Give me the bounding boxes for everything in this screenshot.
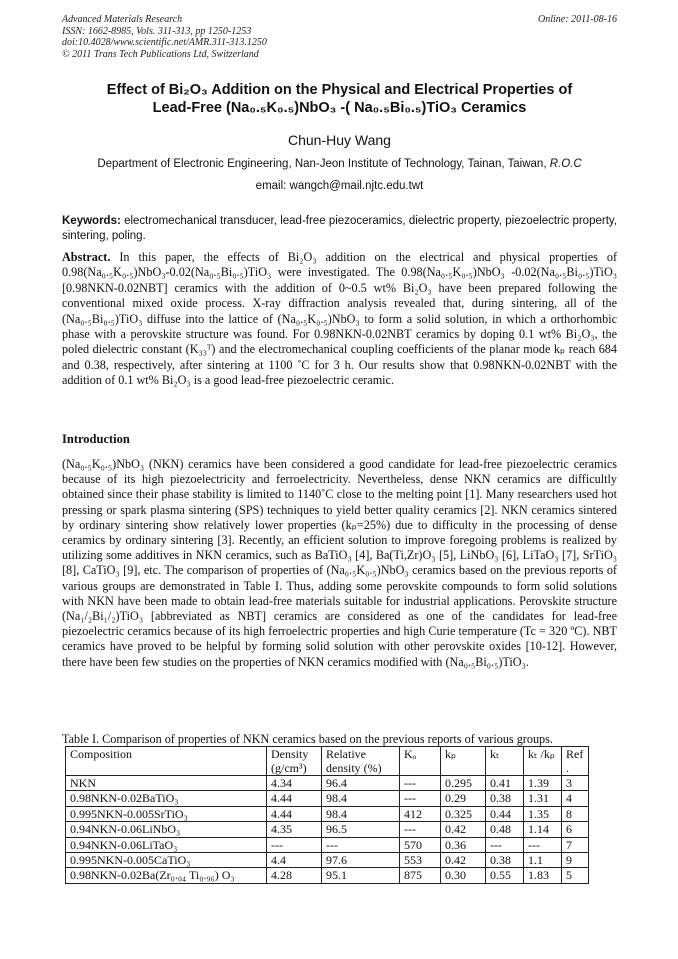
table-cell: 98.4 (322, 806, 400, 821)
table-cell: 97.6 (322, 852, 400, 867)
author-name: Chun-Huy Wang (288, 132, 391, 148)
issn-line: ISSN: 1662-8985, Vols. 311-313, pp 1250-1253 (62, 25, 252, 37)
table-cell: 0.325 (441, 806, 486, 821)
table-row (66, 837, 589, 852)
keywords-text: electromechanical transducer, lead-free piezoceramics, dielectric property, piezoelectric property, sintering, poling. (62, 215, 617, 242)
table-cell: --- (400, 822, 441, 837)
table-cell: 412 (400, 806, 441, 821)
table-cell: 0.30 (441, 868, 486, 883)
col-ref: Ref . (562, 747, 589, 776)
table-cell: 8 (562, 806, 589, 821)
table-row (66, 776, 589, 791)
table-cell: 96.5 (322, 822, 400, 837)
table-cell: 0.94NKN-0.06LiTaO₃ (66, 837, 267, 852)
table-cell: 1.1 (524, 852, 562, 867)
col-kp: kₚ (441, 747, 486, 776)
col-kt: kₜ (486, 747, 524, 776)
copyright-line: © 2011 Trans Tech Publications Ltd, Switzerland (62, 48, 259, 60)
journal-header (62, 14, 617, 60)
affiliation-text: Department of Electronic Engineering, Nan-Jeon Institute of Technology, Tainan, Taiwan, (97, 158, 547, 170)
table-cell: --- (524, 837, 562, 852)
table-cell: 1.83 (524, 868, 562, 883)
col-kt-kp: kₜ /kₚ (524, 747, 562, 776)
table-cell: 0.38 (486, 791, 524, 806)
table-row (66, 791, 589, 806)
table-cell: 9 (562, 852, 589, 867)
table-cell: 1.39 (524, 776, 562, 791)
keywords-label: Keywords: (62, 215, 121, 227)
table-cell: 96.4 (322, 776, 400, 791)
table-row (66, 852, 589, 867)
keywords (62, 214, 617, 244)
table-header-row (66, 747, 589, 776)
affiliation (62, 158, 617, 170)
paper-title (62, 81, 617, 117)
table-cell: 0.29 (441, 791, 486, 806)
table-cell: --- (267, 837, 322, 852)
table-cell: --- (400, 776, 441, 791)
table-cell: 0.38 (486, 852, 524, 867)
author-email: email: wangch@mail.njtc.edu.twt (255, 180, 424, 192)
title-line-1: Effect of Bi₂O₃ Addition on the Physical and Electrical Properties of (106, 82, 573, 98)
table-cell: 0.98NKN-0.02Ba(Zr₀.₀₄ Ti₀.₉₆) O₃ (66, 868, 267, 883)
table-cell: 553 (400, 852, 441, 867)
col-ko: Kₒ (400, 747, 441, 776)
comparison-table (65, 746, 589, 884)
table-caption: Table I. Comparison of properties of NKN ceramics based on the previous reports of various groups. (62, 732, 553, 746)
table-cell: 0.55 (486, 868, 524, 883)
abstract (62, 250, 617, 389)
table-cell: 95.1 (322, 868, 400, 883)
table-cell: 5 (562, 868, 589, 883)
table-cell: 0.94NKN-0.06LiNbO₃ (66, 822, 267, 837)
col-relative-density: Relative density (%) (322, 747, 400, 776)
table-cell: 1.31 (524, 791, 562, 806)
abstract-text: In this paper, the effects of Bi₂O₃ addition on the electrical and physical properties of 0.98(Na₀.₅K₀.₅)NbO₃-0.02(Na₀.₅Bi₀.₅)TiO₃ were investigated. The 0.98(Na₀.₅K₀.₅)NbO₃ -0.02(Na₀.₅Bi₀.₅)TiO₃ [0.98NKN-0.02NBT] ceramics with the addition of 0~0.5 wt% Bi₂O₃ have been prepared following the conventional mixed oxide process. X-ray diffraction analysis revealed that, during sintering, all of the (Na₀.₅Bi₀.₅)TiO₃ diffuse into the lattice of (Na₀.₅K₀.₅)NbO₃ to form a solid solution, in which a orthorhombic phase with a perovskite structure was found. For 0.98NKN-0.02NBT ceramics by doping 0.1 wt% Bi₂O₃, the poled dielectric constant (K₃₃ᵀ) and the electromechanical coupling coefficients of the planar mode kₚ reach 684 and 0.38, respectively, after sintering at 1100 ˚C for 3 h. Our results show that 0.98NKN-0.02NBT with the addition of 0.1 wt% Bi₂O₃ is a good lead-free piezoelectric ceramic. (62, 250, 618, 388)
table-cell: 0.42 (441, 852, 486, 867)
table-cell: 7 (562, 837, 589, 852)
introduction-text: (Na₀.₅K₀.₅)NbO₃ (NKN) ceramics have been considered a good candidate for lead-free piezoelectric ceramics because of its high piezoelectricity and ferroelectricity. Nevertheless, dense NKN ceramics are difficultly obtained since their phase stability is limited to 1140˚C close to the melting point [1]. Many researchers used hot pressing or spark plasma sintering (SPS) techniques to yield better quality ceramics [2]. NKN ceramics sintered by ordinary sintering show relatively lower properties (kₚ=25%) due to difficulty in the processing of dense ceramics by ordinary sintering [3]. Recently, an efficient solution to improve foregoing problems is realized by utilizing some additives in NKN ceramics, such as BaTiO₃ [4], Ba(Ti,Zr)O₃ [5], LiNbO₃ [6], LiTaO₃ [7], SrTiO₃ [8], CaTiO₃ [9], etc. The comparison of properties of (Na₀.₅K₀.₅)NbO₃ ceramics based on the previous reports of various groups are demonstrated in Table I. Thus, adding some perovskite compounds to form solid solutions with NKN have been made to obtain lead-free materials suitable for industrial applications. Perovskite structure (Na₁/₂Bi₁/₂)TiO₃ [abbreviated as NBT] ceramics are considered as one of the candidates for lead-free piezoelectric ceramics because of its high ferroelectric properties and high Curie temperature (Tc = 320 ºC). NBT ceramics have proved to be helpful by forming solid solution with other perovskite oxides [10-12]. However, there have been few studies on the properties of NKN ceramics modified with (Na₀.₅Bi₀.₅)TiO₃. (62, 457, 617, 669)
table-cell: 4.28 (267, 868, 322, 883)
table-cell: 4.44 (267, 806, 322, 821)
col-density: Density (g/cm³) (267, 747, 322, 776)
table-cell: 0.98NKN-0.02BaTiO₃ (66, 791, 267, 806)
table-cell: 0.995NKN-0.005CaTiO₃ (66, 852, 267, 867)
table-cell: --- (400, 791, 441, 806)
table-row (66, 806, 589, 821)
table-cell: 0.44 (486, 806, 524, 821)
table-cell: --- (486, 837, 524, 852)
online-date: Online: 2011-08-16 (538, 14, 617, 25)
table-cell: --- (322, 837, 400, 852)
table-cell: 875 (400, 868, 441, 883)
table-cell: 0.295 (441, 776, 486, 791)
table-cell: 6 (562, 822, 589, 837)
table-cell: 0.42 (441, 822, 486, 837)
abstract-label: Abstract. (62, 250, 111, 264)
table-cell: 98.4 (322, 791, 400, 806)
doi-line: doi:10.4028/www.scientific.net/AMR.311-313.1250 (62, 37, 267, 48)
introduction-heading: Introduction (62, 432, 130, 446)
table-cell: 1.14 (524, 822, 562, 837)
affiliation-country: R.O.C (549, 158, 582, 170)
table-row (66, 822, 589, 837)
table-cell: 4.35 (267, 822, 322, 837)
table-cell: 3 (562, 776, 589, 791)
table-cell: 4 (562, 791, 589, 806)
title-line-2: Lead-Free (Na₀.₅K₀.₅)NbO₃ -( Na₀.₅Bi₀.₅)TiO₃ Ceramics (152, 100, 527, 116)
table-cell: 0.995NKN-0.005SrTiO₃ (66, 806, 267, 821)
table-cell: 0.41 (486, 776, 524, 791)
journal-name: Advanced Materials Research (62, 14, 183, 25)
table-cell: 570 (400, 837, 441, 852)
table-cell: 4.44 (267, 791, 322, 806)
table-cell: 4.4 (267, 852, 322, 867)
table-cell: 0.48 (486, 822, 524, 837)
table-row (66, 868, 589, 883)
table-cell: 0.36 (441, 837, 486, 852)
table-cell: 1.35 (524, 806, 562, 821)
table-cell: 4.34 (267, 776, 322, 791)
col-composition: Composition (66, 747, 267, 776)
table-cell: NKN (66, 776, 267, 791)
